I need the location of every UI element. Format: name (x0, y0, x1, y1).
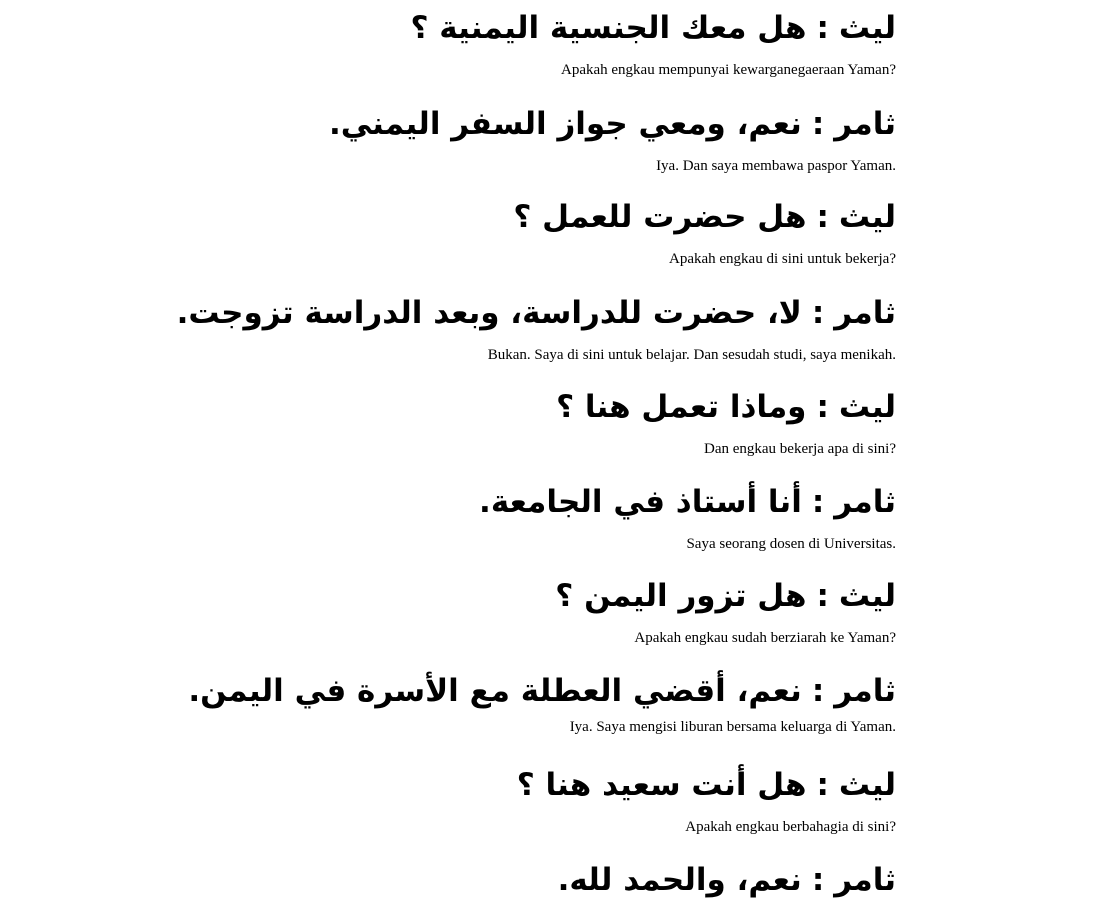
dialogue-entry-7 (36, 574, 896, 648)
arabic-utterance: هل أنت سعيد هنا ؟ (516, 767, 807, 803)
dialogue-entry-10 (36, 858, 896, 902)
arabic-utterance: أنا أستاذ في الجامعة. (479, 484, 802, 520)
speaker-name: ليث (838, 10, 896, 46)
speaker-separator: : (816, 199, 829, 235)
arabic-utterance: وماذا تعمل هنا ؟ (556, 389, 807, 425)
dialogue-entry-1 (36, 6, 896, 80)
dialogue-entry-4 (36, 291, 896, 365)
speaker-name: ليث (838, 767, 896, 803)
speaker-name: ثامر (834, 862, 896, 898)
speaker-separator: : (816, 767, 829, 803)
arabic-line (36, 858, 896, 902)
indonesian-translation: Dan engkau bekerja apa di sini? (703, 441, 896, 457)
arabic-line (36, 6, 896, 50)
speaker-name: ثامر (834, 295, 896, 331)
arabic-line (36, 102, 896, 146)
arabic-utterance: هل معك الجنسية اليمنية ؟ (410, 10, 807, 46)
speaker-separator: : (811, 862, 825, 898)
indonesian-translation: Apakah engkau berbahagia di sini? (685, 819, 896, 835)
arabic-utterance: هل حضرت للعمل ؟ (513, 199, 807, 235)
indonesian-translation: Apakah engkau sudah berziarah ke Yaman? (634, 630, 896, 646)
indonesian-translation: Apakah engkau di sini untuk bekerja? (668, 251, 896, 267)
arabic-utterance: هل تزور اليمن ؟ (555, 578, 807, 614)
speaker-separator: : (816, 10, 829, 46)
speaker-name: ثامر (834, 106, 896, 142)
speaker-separator: : (811, 106, 825, 142)
arabic-utterance: نعم، والحمد لله. (557, 862, 802, 898)
arabic-line (36, 291, 896, 335)
dialogue-entry-5 (36, 385, 896, 459)
speaker-separator: : (811, 484, 825, 520)
speaker-separator: : (816, 389, 829, 425)
dialogue-entry-6 (36, 480, 896, 554)
speaker-separator: : (816, 578, 829, 614)
speaker-name: ليث (838, 199, 896, 235)
arabic-utterance: لا، حضرت للدراسة، وبعد الدراسة تزوجت. (176, 295, 802, 331)
dialogue-entry-2 (36, 102, 896, 176)
arabic-line (36, 574, 896, 618)
indonesian-translation: Iya. Dan saya membawa paspor Yaman. (656, 158, 896, 174)
arabic-line (36, 385, 896, 429)
indonesian-translation: Bukan. Saya di sini untuk belajar. Dan sesudah studi, saya menikah. (487, 347, 896, 363)
dialogue-entry-3 (36, 195, 896, 269)
speaker-name: ليث (838, 578, 896, 614)
dialogue-entry-9 (36, 763, 896, 837)
speaker-name: ثامر (834, 673, 896, 709)
arabic-line (36, 480, 896, 524)
speaker-separator: : (811, 673, 825, 709)
arabic-line (36, 195, 896, 239)
speaker-separator: : (811, 295, 825, 331)
indonesian-translation: Saya seorang dosen di Universitas. (686, 536, 896, 552)
dialogue-entry-8 (36, 669, 896, 737)
arabic-line (36, 763, 896, 807)
arabic-utterance: نعم، ومعي جواز السفر اليمني. (328, 106, 802, 142)
indonesian-translation: Apakah engkau mempunyai kewarganegaeraan Yaman? (560, 62, 896, 78)
arabic-line (36, 669, 896, 713)
indonesian-translation: Iya. Saya mengisi liburan bersama keluarga di Yaman. (569, 719, 896, 735)
speaker-name: ليث (838, 389, 896, 425)
speaker-name: ثامر (834, 484, 896, 520)
arabic-utterance: نعم، أقضي العطلة مع الأسرة في اليمن. (188, 673, 802, 709)
